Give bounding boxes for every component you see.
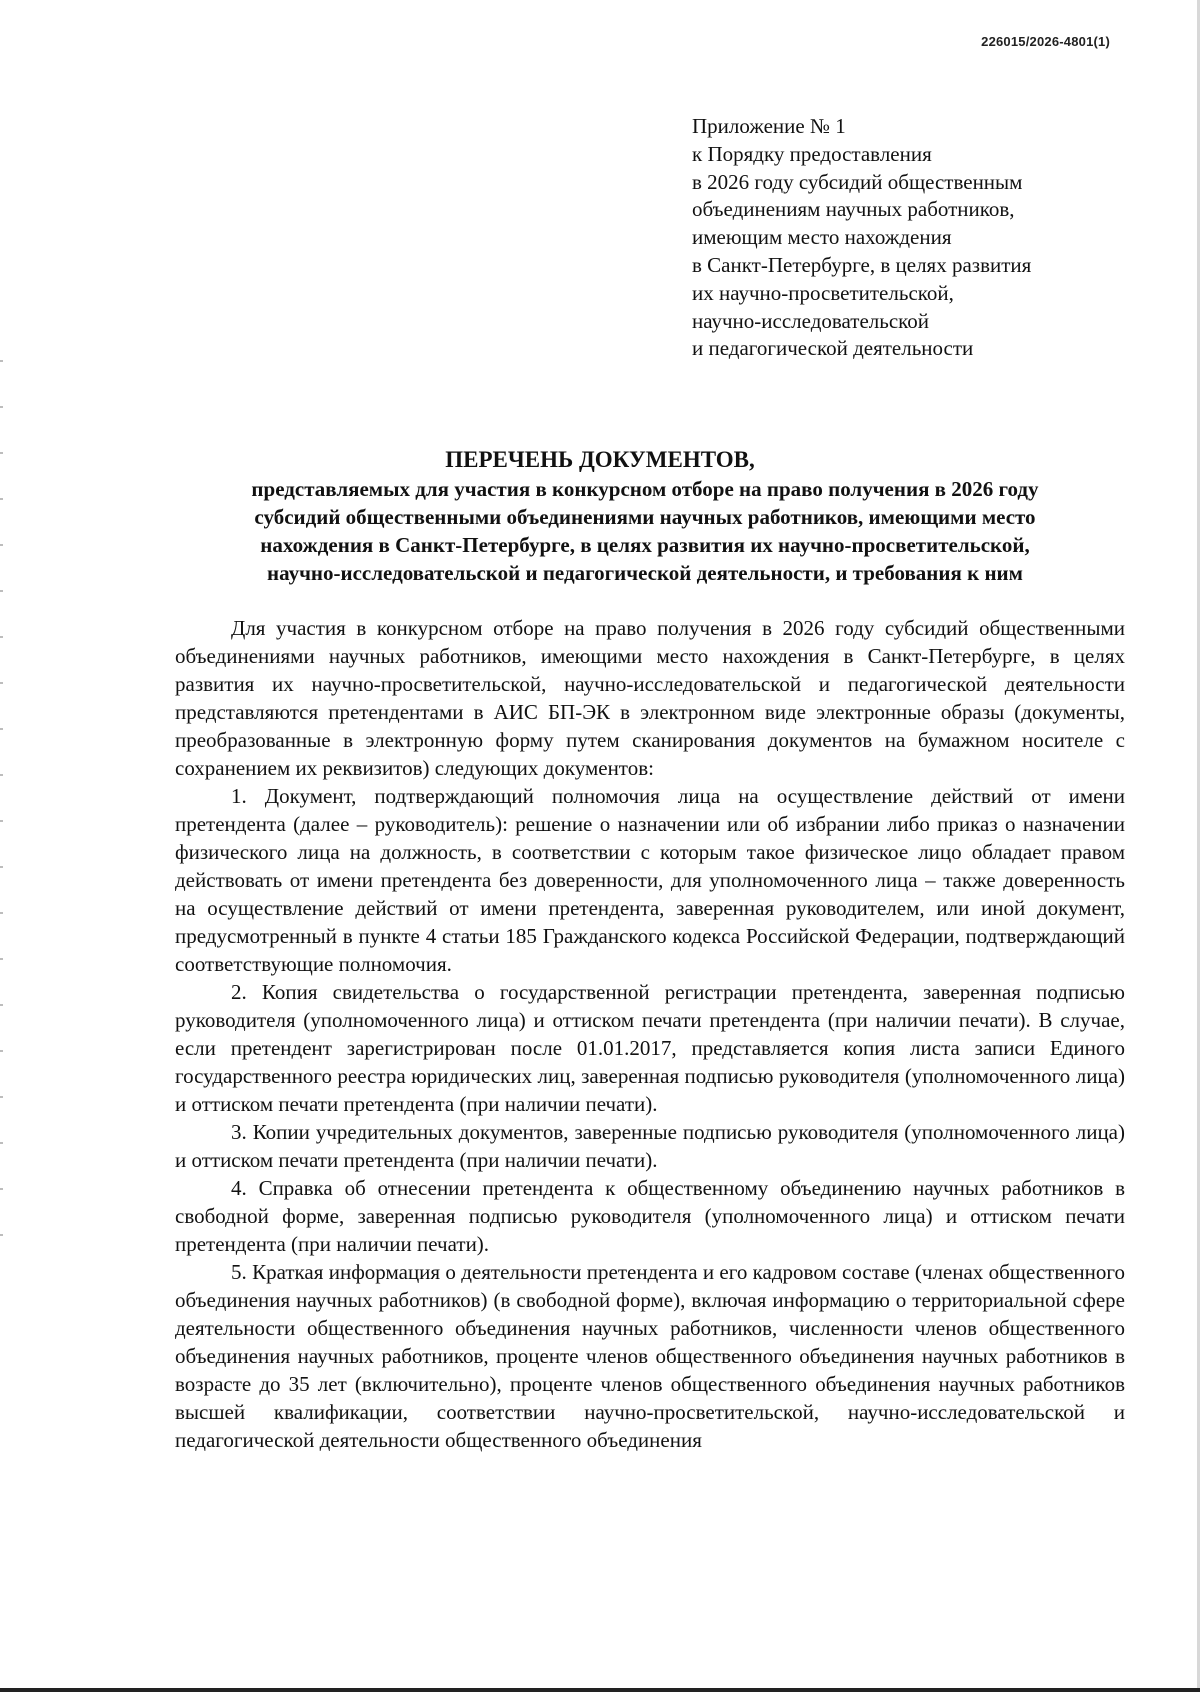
appendix-line: объединениям научных работников, (692, 197, 1015, 222)
document-body (175, 614, 1125, 1454)
subtitle-line: научно-исследовательской и педагогической деятельности, и требования к ним (267, 561, 1023, 585)
appendix-line: к Порядку предоставления (692, 141, 932, 166)
appendix-line: имеющим место нахождения (692, 225, 952, 250)
list-item-2: 2. Копия свидетельства о государственной регистрации претендента, заверенная подписью руководителя (уполномоченного лица) и оттиском печати претендента (при наличии печати). В случае, если претендент зарегистрирован после 01.01.2017, представляется копия листа записи Единого государственного реестра юридических лиц, заверенная подписью руководителя (уполномоченного лица) и оттиском печати претендента (при наличии печати). (175, 980, 1125, 1116)
list-item-5: 5. Краткая информация о деятельности претендента и его кадровом составе (членах общественного объединения научных работников) (в свободной форме), включая информацию о территориальной сфере деятельности общественного объединения научных работников, численности членов общественного объединения научных работников, проценте членов общественного объединения научных работников в возрасте до 35 лет (включительно), проценте членов общественного объединения научных работников высшей квалификации, соответствии научно-просветительской, научно-исследовательской и педагогической деятельности общественного объединения (175, 1260, 1125, 1452)
appendix-line: и педагогической деятельности (692, 336, 974, 361)
document-title: ПЕРЕЧЕНЬ ДОКУМЕНТОВ, (445, 447, 755, 472)
intro-paragraph: Для участия в конкурсном отборе на право получения в 2026 году субсидий общественными объединениями научных работников, имеющими место нахождения в Санкт-Петербурге, в целях развития их научно-просветительской, научно-исследовательской и педагогической деятельности представляются претендентами в АИС БП-ЭК в электронном виде электронные образы (документы, преобразованные в электронную форму путем сканирования документов на бумажном носителе с сохранением их реквизитов) следующих документов: (175, 616, 1125, 780)
scan-bottom-edge (0, 1688, 1200, 1692)
appendix-line: Приложение № 1 (692, 114, 846, 138)
appendix-line: научно-исследовательской (692, 308, 930, 333)
scan-edge-marks (0, 360, 3, 1260)
document-number: 226015/2026-4801(1) (981, 34, 1110, 49)
list-item-1: 1. Документ, подтверждающий полномочия лица на осуществление действий от имени претендента (далее – руководитель): решение о назначении или об избрании либо приказ о назначении физического лица на должность, в соответствии с которым такое физическое лицо обладает правом действовать от имени претендента без доверенности, для уполномоченного лица – также доверенность на осуществление действий от имени претендента, заверенная руководителем, или иной документ, предусмотренный в пункте 4 статьи 185 Гражданского кодекса Российской Федерации, подтверждающий соответствующие полномочия. (175, 784, 1125, 976)
list-item-3: 3. Копии учредительных документов, заверенные подписью руководителя (уполномоченного лица) и оттиском печати претендента (при наличии печати). (175, 1120, 1125, 1172)
subtitle-line: нахождения в Санкт-Петербурге, в целях развития их научно-просветительской, (260, 533, 1030, 557)
appendix-line: в 2026 году субсидий общественным (692, 169, 1023, 194)
document-subtitle (165, 475, 1125, 587)
subtitle-line: субсидий общественными объединениями научных работников, имеющими место (254, 505, 1036, 529)
appendix-block (692, 113, 1132, 363)
appendix-line: их научно-просветительской, (692, 280, 954, 305)
subtitle-line: представляемых для участия в конкурсном отборе на право получения в 2026 году (251, 477, 1039, 501)
appendix-line: в Санкт-Петербурге, в целях развития (692, 252, 1032, 277)
list-item-4: 4. Справка об отнесении претендента к общественному объединению научных работников в свободной форме, заверенная подписью руководителя (уполномоченного лица) и оттиском печати претендента (при наличии печати). (175, 1176, 1125, 1256)
